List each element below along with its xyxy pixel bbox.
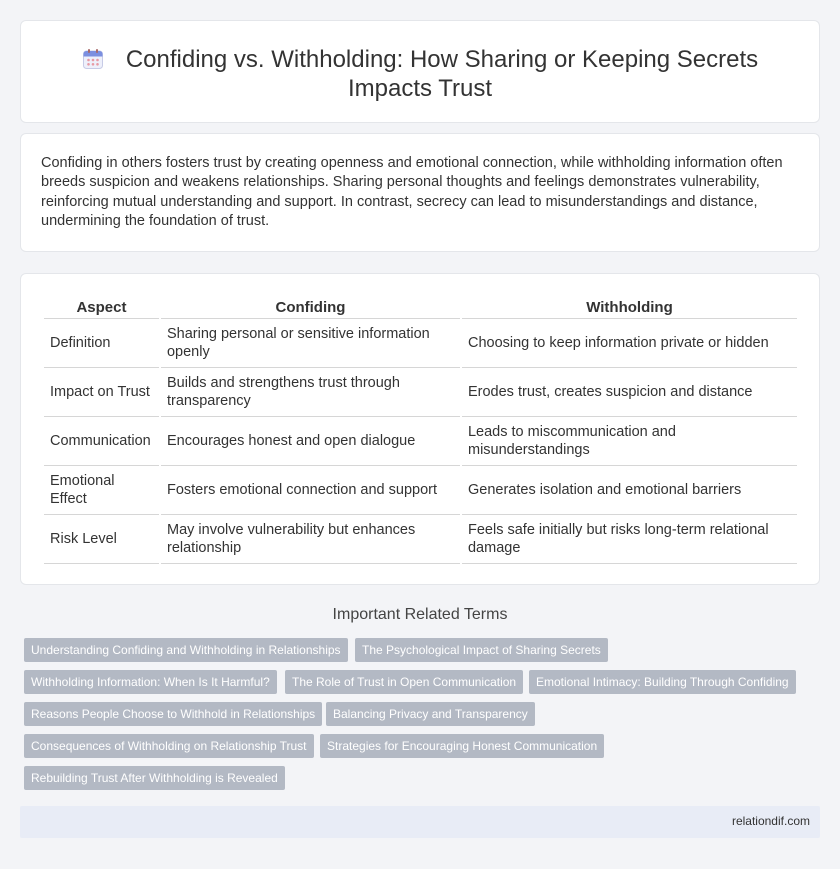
- table-row: [44, 319, 797, 368]
- related-tag-strategies-honest[interactable]: Strategies for Encouraging Honest Communication: [320, 734, 604, 758]
- intro-card: [20, 133, 820, 252]
- row-withholding: Choosing to keep information private or hidden: [462, 319, 797, 368]
- row-aspect: Communication: [44, 417, 159, 466]
- row-confiding: Sharing personal or sensitive information openly: [161, 319, 460, 368]
- row-confiding: May involve vulnerability but enhances relationship: [161, 515, 460, 564]
- row-confiding: Encourages honest and open dialogue: [161, 417, 460, 466]
- title-line-2: Impacts Trust: [347, 75, 493, 102]
- related-tag-reasons-withhold[interactable]: Reasons People Choose to Withhold in Relationships: [24, 702, 322, 726]
- related-tag-withholding-harmful[interactable]: Withholding Information: When Is It Harmful?: [24, 670, 277, 694]
- related-tag-psychological-impact[interactable]: The Psychological Impact of Sharing Secrets: [355, 638, 608, 662]
- table-header-row: [44, 294, 797, 319]
- row-withholding: Erodes trust, creates suspicion and distance: [462, 368, 797, 417]
- related-tag-rebuilding-trust[interactable]: Rebuilding Trust After Withholding is Revealed: [24, 766, 285, 790]
- related-tag-privacy-transparency[interactable]: Balancing Privacy and Transparency: [326, 702, 535, 726]
- related-terms-heading: Important Related Terms: [332, 606, 508, 623]
- row-confiding: Builds and strengthens trust through transparency: [161, 368, 460, 417]
- calendar-icon: [82, 48, 104, 70]
- row-aspect: Emotional Effect: [44, 466, 159, 515]
- row-confiding: Fosters emotional connection and support: [161, 466, 460, 515]
- comparison-table: [42, 294, 799, 564]
- row-withholding: Leads to miscommunication and misunderstandings: [462, 417, 797, 466]
- table-row: [44, 368, 797, 417]
- title-card: [20, 20, 820, 123]
- related-tag-role-of-trust[interactable]: The Role of Trust in Open Communication: [285, 670, 523, 694]
- comparison-card: [20, 273, 820, 585]
- table-row: [44, 466, 797, 515]
- intro-paragraph: Confiding in others fosters trust by creating openness and emotional connection, while withholding information often breeds suspicion and weakens relationships. Sharing personal thoughts and feelings demonstrates vulnerability, reinforcing mutual understanding and support. In contrast, secrecy can lead to misunderstandings and distance, undermining the foundation of trust.: [41, 155, 783, 229]
- related-tag-emotional-intimacy[interactable]: Emotional Intimacy: Building Through Confiding: [529, 670, 796, 694]
- row-withholding: Generates isolation and emotional barriers: [462, 466, 797, 515]
- header-withholding: Withholding: [462, 294, 797, 319]
- row-aspect: Impact on Trust: [44, 368, 159, 417]
- related-tag-consequences-withholding[interactable]: Consequences of Withholding on Relationship Trust: [24, 734, 314, 758]
- row-aspect: Definition: [44, 319, 159, 368]
- row-aspect: Risk Level: [44, 515, 159, 564]
- footer: [20, 806, 820, 838]
- header-confiding: Confiding: [161, 294, 460, 319]
- footer-site[interactable]: relationdif.com: [731, 814, 810, 828]
- row-withholding: Feels safe initially but risks long-term relational damage: [462, 515, 797, 564]
- table-row: [44, 515, 797, 564]
- related-tag-understanding-confiding[interactable]: Understanding Confiding and Withholding in Relationships: [24, 638, 348, 662]
- title-line-1: Confiding vs. Withholding: How Sharing or Keeping Secrets: [125, 46, 759, 73]
- table-row: [44, 417, 797, 466]
- page-title: [21, 45, 819, 103]
- header-aspect: Aspect: [44, 294, 159, 319]
